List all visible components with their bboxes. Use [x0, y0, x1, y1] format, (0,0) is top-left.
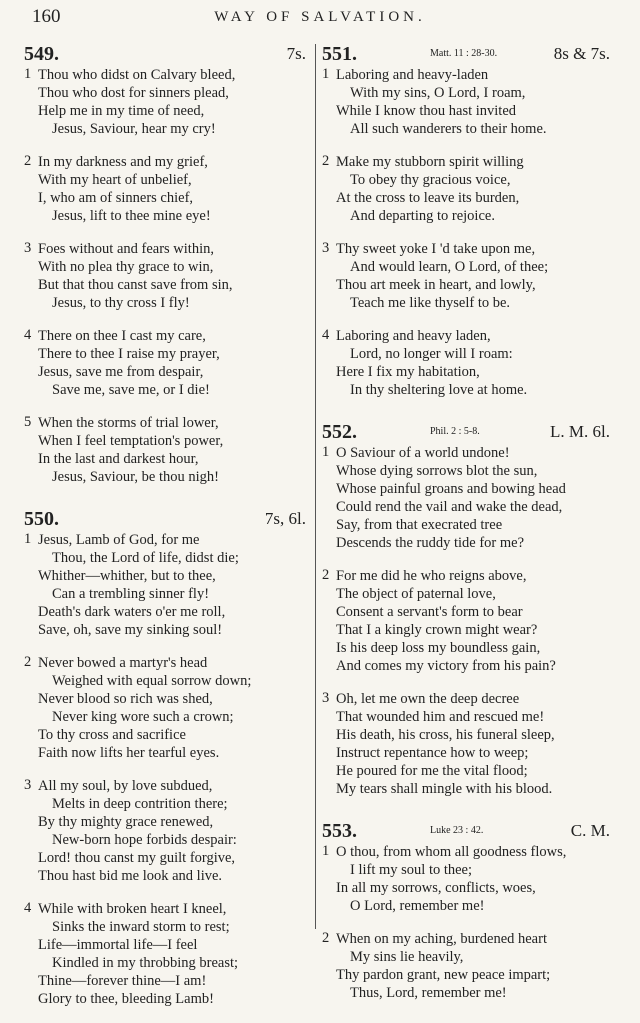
verse-line: And comes my victory from his pain? — [336, 658, 556, 674]
stanza — [24, 240, 306, 312]
stanza — [322, 327, 610, 399]
verse-line: Descends the ruddy tide for me? — [336, 535, 525, 551]
verse-line: When I feel temptation's power, — [38, 433, 224, 449]
verse-line: Here I fix my habitation, — [336, 364, 480, 380]
stanza — [322, 690, 610, 798]
stanza-number: 4 — [24, 327, 32, 343]
hymn-meter: 7s. — [286, 44, 306, 63]
scripture-reference: Matt. 11 : 28-30. — [430, 48, 498, 59]
stanza — [322, 444, 610, 552]
verse-line: Jesus, lift to thee mine eye! — [52, 208, 211, 224]
verse-line: Oh, let me own the deep decree — [336, 691, 520, 707]
hymn-number: 550. — [24, 508, 59, 530]
verse-line: To obey thy gracious voice, — [350, 172, 511, 188]
verse-line: Could rend the vail and wake the dead, — [336, 499, 563, 515]
verse-line: Thus, Lord, remember me! — [350, 985, 507, 1001]
hymn — [322, 42, 610, 399]
verse-line: Kindled in my throbbing breast; — [52, 955, 239, 971]
verse-line: My sins lie heavily, — [350, 949, 464, 965]
verse-line: New-born hope forbids despair: — [52, 832, 237, 848]
verse-line: With no plea thy grace to win, — [38, 259, 214, 275]
verse-line: My tears shall mingle with his blood. — [336, 781, 553, 797]
verse-line: Jesus, Lamb of God, for me — [38, 532, 200, 548]
stanza — [24, 414, 306, 486]
verse-line: Laboring and heavy-laden — [336, 67, 489, 83]
verse-line: I lift my soul to thee; — [350, 862, 473, 878]
verse-line: With my sins, O Lord, I roam, — [350, 85, 526, 101]
verse-line: Never bowed a martyr's head — [38, 655, 208, 671]
stanza-number: 4 — [322, 327, 330, 343]
verse-line: Laboring and heavy laden, — [336, 328, 491, 344]
verse-line: I, who am of sinners chief, — [38, 190, 194, 206]
verse-line: Teach me like thyself to be. — [350, 295, 511, 311]
page-number: 160 — [32, 6, 61, 27]
verse-line: Foes without and fears within, — [38, 241, 214, 257]
verse-line: When on my aching, burdened heart — [336, 931, 547, 947]
verse-line: But that thou canst save from sin, — [38, 277, 233, 293]
verse-line: Thou hast bid me look and live. — [38, 868, 223, 884]
verse-line: Lord, no longer will I roam: — [350, 346, 513, 362]
verse-line: Save me, save me, or I die! — [52, 382, 210, 398]
stanza-number: 3 — [322, 690, 330, 706]
verse-line: That I a kingly crown might wear? — [336, 622, 538, 638]
right-column — [322, 42, 610, 1017]
scripture-reference: Luke 23 : 42. — [430, 825, 484, 836]
stanza-number: 2 — [24, 153, 32, 169]
verse-line: Thou art meek in heart, and lowly, — [336, 277, 536, 293]
verse-line: Jesus, Saviour, hear my cry! — [52, 121, 216, 137]
stanza-number: 1 — [322, 66, 330, 82]
hymn — [24, 507, 306, 1008]
verse-line: Thou, the Lord of life, didst die; — [52, 550, 239, 566]
stanza-number: 1 — [322, 843, 330, 859]
stanza — [24, 777, 306, 885]
hymn-number: 553. — [322, 820, 357, 842]
hymn-meter: 8s & 7s. — [553, 44, 610, 63]
hymn — [322, 420, 610, 798]
stanza — [322, 930, 610, 1002]
verse-line: Life—immortal life—I feel — [38, 937, 198, 953]
verse-line: Weighed with equal sorrow down; — [52, 673, 252, 689]
verse-line: Never king wore such a crown; — [52, 709, 234, 725]
stanza — [322, 843, 610, 915]
verse-line: In the last and darkest hour, — [38, 451, 199, 467]
verse-line: While with broken heart I kneel, — [38, 901, 227, 917]
stanza-number: 3 — [24, 240, 32, 256]
verse-line: All such wanderers to their home. — [350, 121, 547, 137]
verse-line: Is his deep loss my boundless gain, — [336, 640, 541, 656]
stanza-number: 2 — [322, 930, 330, 946]
stanza-number: 5 — [24, 414, 32, 430]
hymn-number: 552. — [322, 421, 357, 443]
verse-line: Consent a servant's form to bear — [336, 604, 523, 620]
verse-line: He poured for me the vital flood; — [336, 763, 528, 779]
verse-line: Never blood so rich was shed, — [38, 691, 213, 707]
hymn-heading — [322, 420, 610, 444]
verse-line: In all my sorrows, conflicts, woes, — [336, 880, 536, 896]
stanza — [322, 567, 610, 675]
stanza-number: 1 — [322, 444, 330, 460]
hymn-number: 549. — [24, 43, 59, 65]
stanza-number: 3 — [322, 240, 330, 256]
verse-line: That wounded him and rescued me! — [336, 709, 545, 725]
stanza — [24, 66, 306, 138]
hymn-heading — [24, 42, 306, 66]
verse-line: In my darkness and my grief, — [38, 154, 208, 170]
stanza-number: 1 — [24, 66, 32, 82]
stanza-number: 3 — [24, 777, 32, 793]
verse-line: Glory to thee, bleeding Lamb! — [38, 991, 214, 1007]
hymn-heading — [24, 507, 306, 531]
stanza-number: 1 — [24, 531, 32, 547]
stanza-number: 4 — [24, 900, 32, 916]
verse-line: O Lord, remember me! — [350, 898, 485, 914]
verse-line: Say, from that execrated tree — [336, 517, 503, 533]
verse-line: Instruct repentance how to weep; — [336, 745, 529, 761]
stanza-number: 2 — [322, 567, 330, 583]
hymn-heading — [322, 42, 610, 66]
verse-line: O thou, from whom all goodness flows, — [336, 844, 567, 860]
verse-line: Whose painful groans and bowing head — [336, 481, 566, 497]
stanza-number: 2 — [322, 153, 330, 169]
stanza — [24, 327, 306, 399]
verse-line: With my heart of unbelief, — [38, 172, 192, 188]
page-header — [0, 6, 640, 30]
hymn — [24, 42, 306, 486]
column-divider — [315, 44, 316, 929]
verse-line: All my soul, by love subdued, — [38, 778, 213, 794]
verse-line: Whose dying sorrows blot the sun, — [336, 463, 538, 479]
hymn-meter: L. M. 6l. — [550, 422, 610, 441]
running-title: WAY OF SALVATION. — [214, 9, 426, 25]
verse-line: Thou who didst on Calvary bleed, — [38, 67, 236, 83]
verse-line: Jesus, Saviour, be thou nigh! — [52, 469, 219, 485]
left-column — [24, 42, 306, 1023]
verse-line: There to thee I raise my prayer, — [38, 346, 220, 362]
verse-line: There on thee I cast my care, — [38, 328, 206, 344]
hymn-number: 551. — [322, 43, 357, 65]
verse-line: And departing to rejoice. — [350, 208, 495, 224]
stanza — [24, 654, 306, 762]
verse-line: O Saviour of a world undone! — [336, 445, 510, 461]
verse-line: And would learn, O Lord, of thee; — [350, 259, 549, 275]
verse-line: Sinks the inward storm to rest; — [52, 919, 230, 935]
verse-line: Jesus, to thy cross I fly! — [52, 295, 190, 311]
verse-line: Thou who dost for sinners plead, — [38, 85, 229, 101]
stanza — [24, 531, 306, 639]
verse-line: While I know thou hast invited — [336, 103, 517, 119]
verse-line: By thy mighty grace renewed, — [38, 814, 214, 830]
verse-line: Help me in my time of need, — [38, 103, 205, 119]
scripture-reference: Phil. 2 : 5-8. — [430, 426, 480, 437]
verse-line: Death's dark waters o'er me roll, — [38, 604, 226, 620]
stanza — [322, 240, 610, 312]
verse-line: In thy sheltering love at home. — [350, 382, 528, 398]
verse-line: At the cross to leave its burden, — [336, 190, 520, 206]
verse-line: Can a trembling sinner fly! — [52, 586, 210, 602]
verse-line: Jesus, save me from despair, — [38, 364, 204, 380]
verse-line: Melts in deep contrition there; — [52, 796, 228, 812]
verse-line: The object of paternal love, — [336, 586, 496, 602]
verse-line: Whither—whither, but to thee, — [38, 568, 216, 584]
verse-line: Thy sweet yoke I 'd take upon me, — [336, 241, 536, 257]
stanza — [24, 153, 306, 225]
hymn-meter: 7s, 6l. — [264, 509, 306, 528]
verse-line: Faith now lifts her tearful eyes. — [38, 745, 220, 761]
hymn-heading — [322, 819, 610, 843]
verse-line: To thy cross and sacrifice — [38, 727, 186, 743]
verse-line: For me did he who reigns above, — [336, 568, 527, 584]
verse-line: Thine—forever thine—I am! — [38, 973, 207, 989]
stanza — [24, 900, 306, 1008]
verse-line: Thy pardon grant, new peace impart; — [336, 967, 551, 983]
stanza — [322, 153, 610, 225]
verse-line: His death, his cross, his funeral sleep, — [336, 727, 555, 743]
verse-line: When the storms of trial lower, — [38, 415, 219, 431]
verse-line: Lord! thou canst my guilt forgive, — [38, 850, 236, 866]
verse-line: Make my stubborn spirit willing — [336, 154, 524, 170]
stanza-number: 2 — [24, 654, 32, 670]
verse-line: Save, oh, save my sinking soul! — [38, 622, 223, 638]
hymn — [322, 819, 610, 1002]
stanza — [322, 66, 610, 138]
hymn-meter: C. M. — [570, 821, 610, 840]
